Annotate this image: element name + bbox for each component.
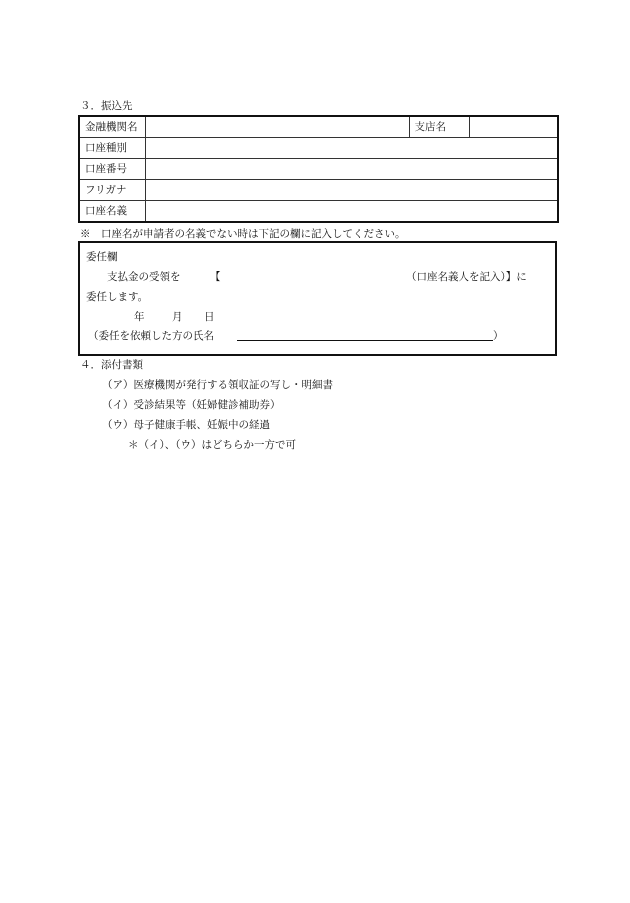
furigana-field[interactable] (145, 180, 558, 201)
bank-name-label: 金融機関名 (79, 116, 145, 138)
branch-name-label: 支店名 (409, 116, 469, 138)
entrust-receive-text: 支払金の受領を (107, 271, 181, 283)
signer-name-line[interactable] (237, 340, 493, 341)
bank-transfer-table (78, 115, 559, 223)
furigana-label: フリガナ (79, 180, 145, 201)
branch-name-field[interactable] (469, 116, 558, 138)
table-row (79, 201, 558, 223)
date-year-label: 年 (134, 311, 145, 323)
entrust-title: 委任欄 (86, 251, 118, 263)
signer-name-label: （委任を依頼した方の氏名 (88, 330, 214, 342)
account-number-field[interactable] (145, 159, 558, 180)
section-4-heading: ４．添付書類 (80, 359, 143, 371)
attachment-item-a: （ア）医療機関が発行する領収証の写し・明細書 (102, 379, 333, 391)
account-holder-field[interactable] (145, 201, 558, 223)
entrust-delegate-text: 委任します。 (86, 291, 149, 303)
account-name-note: ※ 口座名が申請者の名義でない時は下記の欄に記入してください。 (80, 228, 406, 240)
attachment-item-b: （イ）受診結果等（妊婦健診補助券） (102, 399, 281, 411)
attachment-item-c: （ウ）母子健康手帳、妊娠中の経過 (102, 419, 270, 431)
table-row (79, 159, 558, 180)
account-type-field[interactable] (145, 138, 558, 159)
table-row (79, 138, 558, 159)
entrust-box (78, 241, 557, 356)
signer-close-paren: ） (493, 330, 504, 342)
entrust-holder-hint: （口座名義人を記入）】に (406, 271, 527, 283)
account-type-label: 口座種別 (79, 138, 145, 159)
date-month-label: 月 (172, 311, 183, 323)
delegate-name-field[interactable] (226, 265, 402, 283)
attachment-footnote: ＊（イ）、（ウ）はどちらか一方で可 (128, 439, 296, 451)
date-day-label: 日 (204, 311, 215, 323)
table-row (79, 180, 558, 201)
section-3-heading: ３．振込先 (80, 100, 133, 112)
account-holder-label: 口座名義 (79, 201, 145, 223)
bank-name-field[interactable] (145, 116, 409, 138)
table-row (79, 116, 558, 138)
account-number-label: 口座番号 (79, 159, 145, 180)
entrust-open-bracket: 【 (210, 271, 221, 283)
